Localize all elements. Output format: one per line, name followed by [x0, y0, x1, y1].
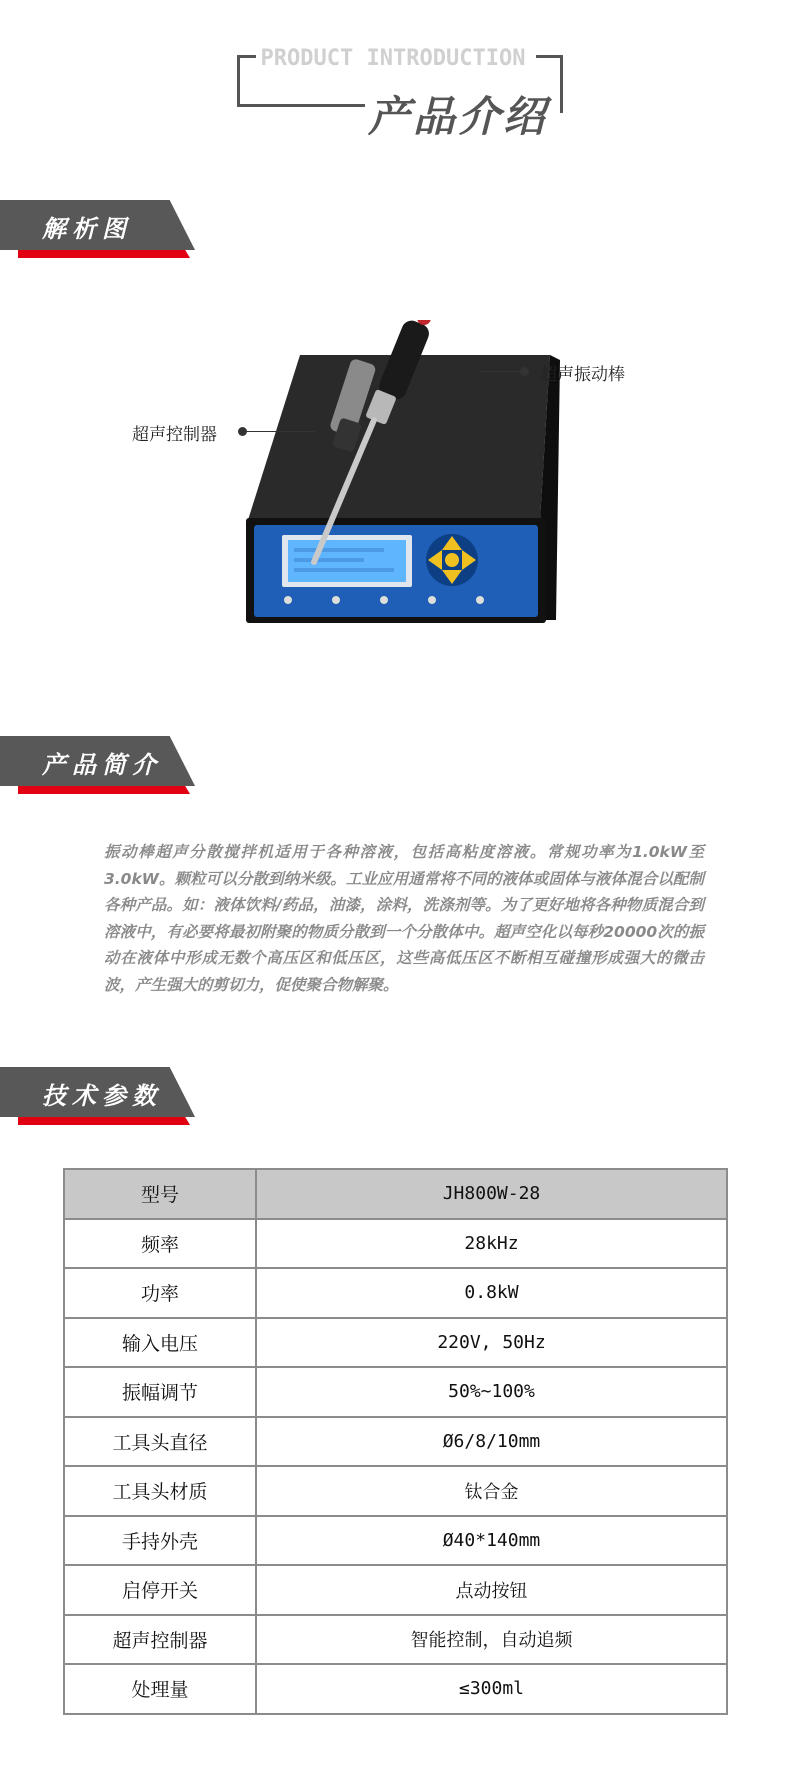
product-description: 振动棒超声分散搅拌机适用于各种溶液，包括高粘度溶液。常规功率为1.0kW至3.0kW。颗粒可以分散到纳米级。工业应用通常将不同的液体或固体与液体混合以配制各种产品。如：液体饮料/药品，油漆，涂料，洗涤剂等。为了更好地将各种物质混合到溶液中，有必要将最初附聚的物质分散到一个分散体中。超声空化以每秒20000次的振动在液体中形成无数个高压区和低压区，这些高低压区不断相互碰撞形成强大的微击波，产生强大的剪切力，促使聚合物解聚。	[104, 843, 704, 994]
spec-key: 输入电压	[64, 1318, 256, 1368]
table-row	[64, 1466, 727, 1516]
table-row	[64, 1268, 727, 1318]
table-row	[64, 1169, 727, 1219]
header-title-en: PRODUCT INTRODUCTION	[260, 46, 526, 71]
table-row	[64, 1615, 727, 1665]
spec-value: Ø6/8/10mm	[256, 1417, 727, 1467]
spec-key: 频率	[64, 1219, 256, 1269]
header-title-cn: 产品介绍	[368, 92, 549, 141]
section-tag-intro	[0, 736, 220, 798]
spec-value: JH800W-28	[256, 1169, 727, 1219]
table-row	[64, 1417, 727, 1467]
section-tag-spec	[0, 1067, 220, 1129]
product-photo	[240, 320, 560, 630]
spec-key: 启停开关	[64, 1565, 256, 1615]
spec-value: ≤300ml	[256, 1664, 727, 1714]
section-tag-diagram	[0, 200, 220, 262]
spec-key: 工具头材质	[64, 1466, 256, 1516]
spec-value: 220V, 50Hz	[256, 1318, 727, 1368]
spec-value: 智能控制，自动追频	[256, 1615, 727, 1665]
table-row	[64, 1565, 727, 1615]
section-title-diagram: 解析图	[42, 215, 132, 243]
table-row	[64, 1516, 727, 1566]
spec-value: 钛合金	[256, 1466, 727, 1516]
section-title-spec: 技术参数	[42, 1082, 162, 1110]
callout-rod: 超声振动棒	[540, 365, 625, 385]
keypad-center	[445, 553, 459, 567]
spec-key: 振幅调节	[64, 1367, 256, 1417]
section-title-intro: 产品简介	[42, 751, 162, 779]
spec-key: 型号	[64, 1169, 256, 1219]
spec-value: 0.8kW	[256, 1268, 727, 1318]
callout-controller: 超声控制器	[132, 425, 217, 445]
callout-line-controller	[243, 431, 315, 432]
spec-key: 手持外壳	[64, 1516, 256, 1566]
table-row	[64, 1318, 727, 1368]
spec-value: 点动按钮	[256, 1565, 727, 1615]
table-row	[64, 1219, 727, 1269]
callout-line-rod	[480, 371, 525, 372]
spec-key: 超声控制器	[64, 1615, 256, 1665]
spec-value: 50%~100%	[256, 1367, 727, 1417]
spec-key: 功率	[64, 1268, 256, 1318]
spec-key: 处理量	[64, 1664, 256, 1714]
table-row	[64, 1367, 727, 1417]
spec-table	[63, 1168, 728, 1715]
spec-value: Ø40*140mm	[256, 1516, 727, 1566]
table-row	[64, 1664, 727, 1714]
spec-value: 28kHz	[256, 1219, 727, 1269]
spec-key: 工具头直径	[64, 1417, 256, 1467]
